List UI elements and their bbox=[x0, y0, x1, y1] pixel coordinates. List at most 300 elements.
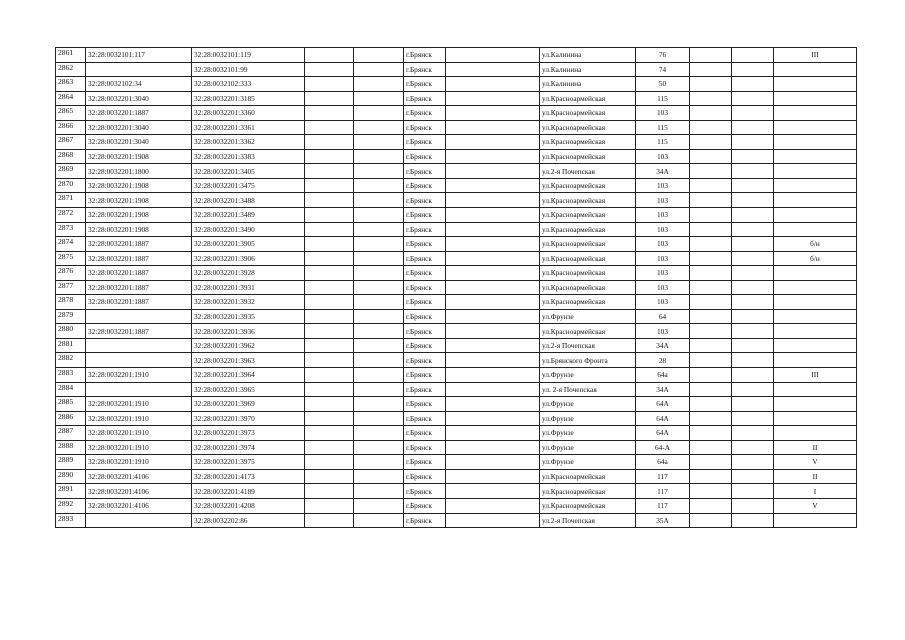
premises-mark: V bbox=[774, 455, 857, 470]
empty-cell bbox=[354, 513, 404, 528]
empty-cell bbox=[732, 77, 774, 92]
table-row bbox=[56, 382, 857, 397]
empty-cell bbox=[446, 222, 540, 237]
empty-cell bbox=[732, 295, 774, 310]
table-row bbox=[56, 77, 857, 92]
street: ул.Красноармейская bbox=[540, 280, 636, 295]
empty-cell bbox=[354, 77, 404, 92]
empty-cell bbox=[690, 193, 732, 208]
empty-cell bbox=[690, 295, 732, 310]
house-number: 34А bbox=[636, 338, 690, 353]
city: г.Брянск bbox=[404, 309, 446, 324]
table-row bbox=[56, 440, 857, 455]
empty-cell bbox=[354, 208, 404, 223]
empty-cell bbox=[732, 440, 774, 455]
empty-cell bbox=[690, 455, 732, 470]
empty-cell bbox=[305, 193, 354, 208]
premises-mark bbox=[774, 77, 857, 92]
cadastral-number: 32:28:0032201:3963 bbox=[192, 353, 305, 368]
empty-cell bbox=[305, 309, 354, 324]
cadastral-number: 32:28:0032101:99 bbox=[192, 62, 305, 77]
premises-mark bbox=[774, 513, 857, 528]
table-row bbox=[56, 222, 857, 237]
house-number: 64-А bbox=[636, 440, 690, 455]
empty-cell bbox=[446, 149, 540, 164]
house-number: 103 bbox=[636, 251, 690, 266]
empty-cell bbox=[354, 193, 404, 208]
parent-cadastral-number: 32:28:0032201:1908 bbox=[86, 208, 192, 223]
city: г.Брянск bbox=[404, 469, 446, 484]
empty-cell bbox=[354, 164, 404, 179]
empty-cell bbox=[305, 455, 354, 470]
empty-cell bbox=[305, 106, 354, 121]
house-number: 117 bbox=[636, 498, 690, 513]
row-number: 2888 bbox=[56, 440, 86, 455]
parent-cadastral-number: 32:28:0032201:1910 bbox=[86, 397, 192, 412]
empty-cell bbox=[690, 382, 732, 397]
table-row bbox=[56, 62, 857, 77]
empty-cell bbox=[354, 455, 404, 470]
row-number: 2875 bbox=[56, 251, 86, 266]
street: ул.Красноармейская bbox=[540, 266, 636, 281]
empty-cell bbox=[446, 455, 540, 470]
cadastral-number: 32:28:0032201:3405 bbox=[192, 164, 305, 179]
row-number: 2889 bbox=[56, 455, 86, 470]
premises-mark: I bbox=[774, 484, 857, 499]
empty-cell bbox=[305, 280, 354, 295]
table-row bbox=[56, 135, 857, 150]
table-row bbox=[56, 397, 857, 412]
empty-cell bbox=[446, 309, 540, 324]
empty-cell bbox=[732, 120, 774, 135]
empty-cell bbox=[354, 498, 404, 513]
parent-cadastral-number: 32:28:0032201:1910 bbox=[86, 426, 192, 441]
street: ул.Красноармейская bbox=[540, 498, 636, 513]
parent-cadastral-number: 32:28:0032201:1910 bbox=[86, 368, 192, 383]
house-number: 117 bbox=[636, 484, 690, 499]
city: г.Брянск bbox=[404, 237, 446, 252]
city: г.Брянск bbox=[404, 455, 446, 470]
cadastral-number: 32:28:0032201:3964 bbox=[192, 368, 305, 383]
street: ул.Фрунзе bbox=[540, 455, 636, 470]
city: г.Брянск bbox=[404, 91, 446, 106]
row-number: 2872 bbox=[56, 208, 86, 223]
premises-mark bbox=[774, 208, 857, 223]
city: г.Брянск bbox=[404, 120, 446, 135]
premises-mark bbox=[774, 106, 857, 121]
city: г.Брянск bbox=[404, 208, 446, 223]
premises-mark bbox=[774, 91, 857, 106]
empty-cell bbox=[732, 338, 774, 353]
empty-cell bbox=[305, 382, 354, 397]
house-number: 64А bbox=[636, 426, 690, 441]
empty-cell bbox=[305, 440, 354, 455]
row-number: 2874 bbox=[56, 237, 86, 252]
empty-cell bbox=[732, 106, 774, 121]
table-row bbox=[56, 498, 857, 513]
empty-cell bbox=[732, 309, 774, 324]
parent-cadastral-number bbox=[86, 309, 192, 324]
empty-cell bbox=[446, 266, 540, 281]
cadastral-number: 32:28:0032201:3975 bbox=[192, 455, 305, 470]
city: г.Брянск bbox=[404, 498, 446, 513]
street: ул.Красноармейская bbox=[540, 222, 636, 237]
row-number: 2878 bbox=[56, 295, 86, 310]
cadastral-number: 32:28:0032201:4173 bbox=[192, 469, 305, 484]
empty-cell bbox=[305, 484, 354, 499]
parent-cadastral-number: 32:28:0032201:1910 bbox=[86, 440, 192, 455]
empty-cell bbox=[690, 91, 732, 106]
empty-cell bbox=[732, 484, 774, 499]
table-row bbox=[56, 469, 857, 484]
empty-cell bbox=[354, 426, 404, 441]
parent-cadastral-number: 32:28:0032201:1910 bbox=[86, 411, 192, 426]
empty-cell bbox=[732, 455, 774, 470]
empty-cell bbox=[305, 178, 354, 193]
street: ул.Красноармейская bbox=[540, 237, 636, 252]
empty-cell bbox=[305, 338, 354, 353]
city: г.Брянск bbox=[404, 440, 446, 455]
empty-cell bbox=[690, 426, 732, 441]
empty-cell bbox=[732, 149, 774, 164]
parent-cadastral-number bbox=[86, 62, 192, 77]
city: г.Брянск bbox=[404, 411, 446, 426]
table-row bbox=[56, 208, 857, 223]
house-number: 115 bbox=[636, 135, 690, 150]
house-number: 34А bbox=[636, 382, 690, 397]
empty-cell bbox=[446, 280, 540, 295]
house-number: 103 bbox=[636, 106, 690, 121]
parent-cadastral-number: 32:28:0032201:1910 bbox=[86, 455, 192, 470]
empty-cell bbox=[732, 62, 774, 77]
parent-cadastral-number bbox=[86, 353, 192, 368]
table-row bbox=[56, 91, 857, 106]
premises-mark bbox=[774, 309, 857, 324]
house-number: 103 bbox=[636, 149, 690, 164]
empty-cell bbox=[446, 178, 540, 193]
empty-cell bbox=[732, 164, 774, 179]
empty-cell bbox=[354, 484, 404, 499]
cadastral-number: 32:28:0032202:86 bbox=[192, 513, 305, 528]
row-number: 2887 bbox=[56, 426, 86, 441]
row-number: 2869 bbox=[56, 164, 86, 179]
house-number: 34А bbox=[636, 164, 690, 179]
street: ул.Красноармейская bbox=[540, 295, 636, 310]
empty-cell bbox=[446, 251, 540, 266]
premises-mark: II bbox=[774, 469, 857, 484]
row-number: 2891 bbox=[56, 484, 86, 499]
house-number: 103 bbox=[636, 237, 690, 252]
premises-mark bbox=[774, 62, 857, 77]
table-row bbox=[56, 193, 857, 208]
city: г.Брянск bbox=[404, 48, 446, 63]
premises-mark: III bbox=[774, 368, 857, 383]
parent-cadastral-number: 32:28:0032201:1887 bbox=[86, 106, 192, 121]
premises-mark: б/н bbox=[774, 237, 857, 252]
table-row bbox=[56, 309, 857, 324]
premises-mark: б/н bbox=[774, 251, 857, 266]
table-row bbox=[56, 324, 857, 339]
empty-cell bbox=[305, 251, 354, 266]
empty-cell bbox=[690, 48, 732, 63]
empty-cell bbox=[354, 237, 404, 252]
parent-cadastral-number: 32:28:0032201:1887 bbox=[86, 324, 192, 339]
empty-cell bbox=[732, 498, 774, 513]
empty-cell bbox=[354, 397, 404, 412]
empty-cell bbox=[446, 77, 540, 92]
row-number: 2873 bbox=[56, 222, 86, 237]
row-number: 2883 bbox=[56, 368, 86, 383]
premises-mark: V bbox=[774, 498, 857, 513]
cadastral-number: 32:28:0032201:3383 bbox=[192, 149, 305, 164]
premises-mark bbox=[774, 178, 857, 193]
cadastral-number: 32:28:0032201:3360 bbox=[192, 106, 305, 121]
empty-cell bbox=[732, 353, 774, 368]
cadastral-number: 32:28:0032102:333 bbox=[192, 77, 305, 92]
empty-cell bbox=[690, 120, 732, 135]
table-row bbox=[56, 368, 857, 383]
table-body bbox=[56, 48, 857, 528]
empty-cell bbox=[305, 426, 354, 441]
empty-cell bbox=[305, 353, 354, 368]
empty-cell bbox=[690, 440, 732, 455]
cadastral-number: 32:28:0032201:3931 bbox=[192, 280, 305, 295]
empty-cell bbox=[354, 120, 404, 135]
row-number: 2867 bbox=[56, 135, 86, 150]
street: ул.Калинина bbox=[540, 77, 636, 92]
street: ул.Красноармейская bbox=[540, 484, 636, 499]
street: ул.Красноармейская bbox=[540, 251, 636, 266]
table-row bbox=[56, 513, 857, 528]
empty-cell bbox=[690, 77, 732, 92]
empty-cell bbox=[305, 164, 354, 179]
empty-cell bbox=[690, 309, 732, 324]
empty-cell bbox=[690, 484, 732, 499]
premises-mark bbox=[774, 120, 857, 135]
house-number: 115 bbox=[636, 120, 690, 135]
table-row bbox=[56, 48, 857, 63]
row-number: 2879 bbox=[56, 309, 86, 324]
row-number: 2877 bbox=[56, 280, 86, 295]
empty-cell bbox=[354, 469, 404, 484]
street: ул.Красноармейская bbox=[540, 178, 636, 193]
row-number: 2880 bbox=[56, 324, 86, 339]
cadastral-number: 32:28:0032201:3962 bbox=[192, 338, 305, 353]
city: г.Брянск bbox=[404, 222, 446, 237]
street: ул.Фрунзе bbox=[540, 368, 636, 383]
empty-cell bbox=[690, 251, 732, 266]
empty-cell bbox=[732, 91, 774, 106]
empty-cell bbox=[690, 338, 732, 353]
empty-cell bbox=[354, 149, 404, 164]
empty-cell bbox=[446, 368, 540, 383]
cadastral-number: 32:28:0032201:3490 bbox=[192, 222, 305, 237]
empty-cell bbox=[305, 237, 354, 252]
city: г.Брянск bbox=[404, 280, 446, 295]
empty-cell bbox=[732, 135, 774, 150]
empty-cell bbox=[690, 62, 732, 77]
empty-cell bbox=[690, 411, 732, 426]
empty-cell bbox=[305, 513, 354, 528]
city: г.Брянск bbox=[404, 178, 446, 193]
cadastral-number: 32:28:0032201:3905 bbox=[192, 237, 305, 252]
empty-cell bbox=[732, 251, 774, 266]
empty-cell bbox=[690, 237, 732, 252]
empty-cell bbox=[305, 222, 354, 237]
cadastral-number: 32:28:0032201:3936 bbox=[192, 324, 305, 339]
street: ул.Красноармейская bbox=[540, 149, 636, 164]
row-number: 2893 bbox=[56, 513, 86, 528]
house-number: 103 bbox=[636, 178, 690, 193]
row-number: 2865 bbox=[56, 106, 86, 121]
city: г.Брянск bbox=[404, 106, 446, 121]
empty-cell bbox=[690, 498, 732, 513]
city: г.Брянск bbox=[404, 513, 446, 528]
empty-cell bbox=[354, 309, 404, 324]
table-row bbox=[56, 237, 857, 252]
row-number: 2863 bbox=[56, 77, 86, 92]
cadastral-number: 32:28:0032201:3489 bbox=[192, 208, 305, 223]
empty-cell bbox=[446, 338, 540, 353]
house-number: 35А bbox=[636, 513, 690, 528]
parent-cadastral-number: 32:28:0032201:1887 bbox=[86, 280, 192, 295]
house-number: 76 bbox=[636, 48, 690, 63]
street: ул.2-я Почепская bbox=[540, 338, 636, 353]
table-row bbox=[56, 353, 857, 368]
street: ул.Фрунзе bbox=[540, 397, 636, 412]
city: г.Брянск bbox=[404, 324, 446, 339]
empty-cell bbox=[446, 484, 540, 499]
empty-cell bbox=[446, 62, 540, 77]
street: ул.2-я Почепская bbox=[540, 164, 636, 179]
cadastral-number: 32:28:0032101:119 bbox=[192, 48, 305, 63]
street: ул.Красноармейская bbox=[540, 135, 636, 150]
city: г.Брянск bbox=[404, 295, 446, 310]
empty-cell bbox=[690, 353, 732, 368]
city: г.Брянск bbox=[404, 368, 446, 383]
row-number: 2884 bbox=[56, 382, 86, 397]
empty-cell bbox=[305, 469, 354, 484]
city: г.Брянск bbox=[404, 426, 446, 441]
empty-cell bbox=[305, 91, 354, 106]
street: ул.Красноармейская bbox=[540, 91, 636, 106]
empty-cell bbox=[446, 469, 540, 484]
empty-cell bbox=[732, 266, 774, 281]
parent-cadastral-number bbox=[86, 338, 192, 353]
row-number: 2864 bbox=[56, 91, 86, 106]
row-number: 2871 bbox=[56, 193, 86, 208]
cadastral-number: 32:28:0032201:3362 bbox=[192, 135, 305, 150]
house-number: 64А bbox=[636, 411, 690, 426]
row-number: 2866 bbox=[56, 120, 86, 135]
empty-cell bbox=[305, 149, 354, 164]
street: ул.Красноармейская bbox=[540, 469, 636, 484]
parent-cadastral-number bbox=[86, 382, 192, 397]
cadastral-number: 32:28:0032201:3906 bbox=[192, 251, 305, 266]
cadastral-number: 32:28:0032201:3970 bbox=[192, 411, 305, 426]
house-number: 103 bbox=[636, 266, 690, 281]
empty-cell bbox=[690, 513, 732, 528]
premises-mark bbox=[774, 135, 857, 150]
row-number: 2885 bbox=[56, 397, 86, 412]
house-number: 103 bbox=[636, 222, 690, 237]
empty-cell bbox=[690, 178, 732, 193]
street: ул.Фрунзе bbox=[540, 309, 636, 324]
premises-mark bbox=[774, 426, 857, 441]
registry-table bbox=[55, 47, 857, 528]
table-row bbox=[56, 178, 857, 193]
empty-cell bbox=[732, 411, 774, 426]
row-number: 2882 bbox=[56, 353, 86, 368]
row-number: 2890 bbox=[56, 469, 86, 484]
empty-cell bbox=[354, 280, 404, 295]
street: ул.Фрунзе bbox=[540, 426, 636, 441]
house-number: 74 bbox=[636, 62, 690, 77]
row-number: 2861 bbox=[56, 48, 86, 63]
empty-cell bbox=[446, 382, 540, 397]
empty-cell bbox=[354, 62, 404, 77]
empty-cell bbox=[732, 469, 774, 484]
parent-cadastral-number: 32:28:0032201:1908 bbox=[86, 149, 192, 164]
cadastral-number: 32:28:0032201:3935 bbox=[192, 309, 305, 324]
row-number: 2881 bbox=[56, 338, 86, 353]
empty-cell bbox=[305, 498, 354, 513]
empty-cell bbox=[690, 368, 732, 383]
empty-cell bbox=[732, 426, 774, 441]
empty-cell bbox=[354, 440, 404, 455]
premises-mark bbox=[774, 266, 857, 281]
table-row bbox=[56, 455, 857, 470]
empty-cell bbox=[354, 135, 404, 150]
empty-cell bbox=[305, 48, 354, 63]
row-number: 2868 bbox=[56, 149, 86, 164]
empty-cell bbox=[732, 368, 774, 383]
empty-cell bbox=[690, 266, 732, 281]
empty-cell bbox=[354, 368, 404, 383]
empty-cell bbox=[354, 324, 404, 339]
house-number: 103 bbox=[636, 193, 690, 208]
city: г.Брянск bbox=[404, 193, 446, 208]
table-row bbox=[56, 295, 857, 310]
parent-cadastral-number: 32:28:0032201:1800 bbox=[86, 164, 192, 179]
house-number: 50 bbox=[636, 77, 690, 92]
empty-cell bbox=[354, 251, 404, 266]
empty-cell bbox=[305, 411, 354, 426]
premises-mark bbox=[774, 338, 857, 353]
city: г.Брянск bbox=[404, 382, 446, 397]
parent-cadastral-number: 32:28:0032201:3040 bbox=[86, 91, 192, 106]
parent-cadastral-number: 32:28:0032201:1908 bbox=[86, 222, 192, 237]
parent-cadastral-number: 32:28:0032201:1887 bbox=[86, 295, 192, 310]
empty-cell bbox=[446, 91, 540, 106]
empty-cell bbox=[732, 48, 774, 63]
street: ул.Красноармейская bbox=[540, 208, 636, 223]
street: ул.Калинина bbox=[540, 62, 636, 77]
empty-cell bbox=[690, 280, 732, 295]
empty-cell bbox=[446, 353, 540, 368]
premises-mark bbox=[774, 353, 857, 368]
empty-cell bbox=[446, 120, 540, 135]
empty-cell bbox=[354, 48, 404, 63]
empty-cell bbox=[305, 266, 354, 281]
premises-mark bbox=[774, 193, 857, 208]
empty-cell bbox=[446, 237, 540, 252]
parent-cadastral-number: 32:28:0032101:117 bbox=[86, 48, 192, 63]
street: ул.Красноармейская bbox=[540, 106, 636, 121]
premises-mark bbox=[774, 164, 857, 179]
premises-mark bbox=[774, 324, 857, 339]
premises-mark bbox=[774, 280, 857, 295]
